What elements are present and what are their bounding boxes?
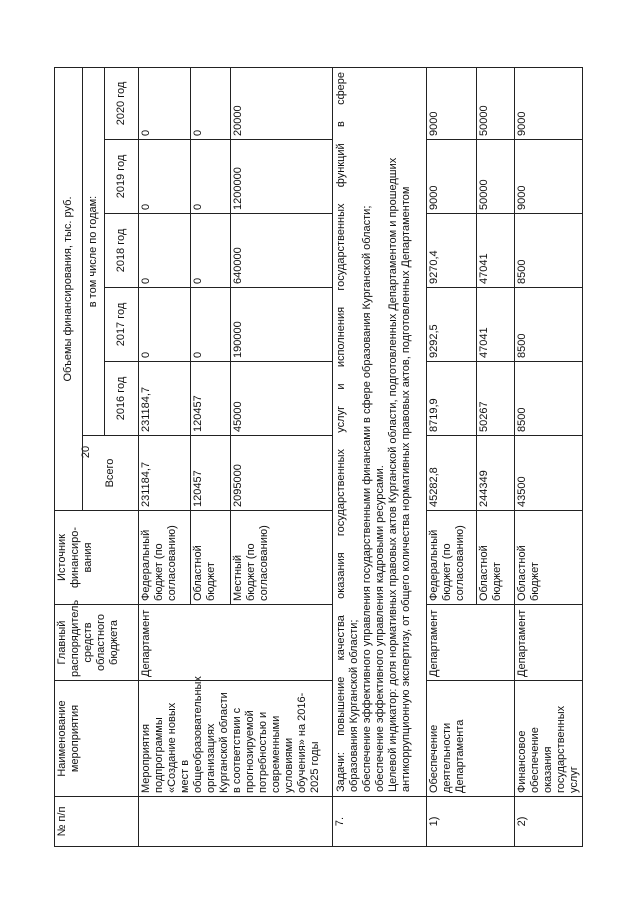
value-cell: 9000 — [515, 140, 583, 214]
task-line: Задачи: повышение качества оказания государственных услуг и исполнения государственных функций в сфере — [335, 71, 347, 792]
source-cell: Федеральный бюджет (по согласованию) — [139, 511, 191, 605]
value-cell: 0 — [191, 214, 231, 288]
value-cell: 0 — [191, 67, 231, 139]
value-cell: 0 — [191, 140, 231, 214]
header-year-2016: 2016 год — [105, 362, 139, 436]
rotated-page — [54, 68, 610, 847]
item2-name: Финансовое обеспечение оказания государственных услуг — [515, 681, 583, 797]
source-cell: Федеральный бюджет (по согласованию) — [427, 511, 477, 605]
header-row-1 — [55, 67, 83, 846]
header-year-2018: 2018 год — [105, 214, 139, 288]
value-cell: 50000 — [477, 67, 515, 139]
item1-admin: Департамент — [427, 605, 515, 681]
value-cell: 9292,5 — [427, 288, 477, 362]
value-cell: 1200000 — [231, 140, 333, 214]
value-cell: 45000 — [231, 362, 333, 436]
value-cell: 8719,9 — [427, 362, 477, 436]
value-cell: 9270,4 — [427, 214, 477, 288]
block1-admin: Департамент — [139, 605, 333, 681]
header-source: Источник финансиро-вания — [55, 511, 139, 605]
value-cell: 231184,7 — [139, 362, 191, 436]
total-cell: 45282,8 — [427, 436, 477, 511]
value-cell: 9000 — [515, 67, 583, 139]
item-num: 2) — [515, 797, 583, 847]
table-row — [515, 67, 583, 846]
block1-name: Мероприятия подпрограммы «Создание новых мест в общеобразовательных организациях Курганской области в соответствии с прогнозируемой потребностью и современными условиями обучения» на 2016-2025 годы — [139, 681, 333, 797]
task-line: образования Курганской области; — [347, 619, 360, 792]
value-cell: 120457 — [191, 362, 231, 436]
source-cell: Областной бюджет — [191, 511, 231, 605]
header-year-2020: 2020 год — [105, 67, 139, 139]
total-cell: 244349 — [477, 436, 515, 511]
value-cell: 9000 — [427, 67, 477, 139]
financing-table — [54, 67, 583, 847]
task-line: антикоррупционную экспертизу, от общего количества нормативных правовых актов, подготовленных Департаментом — [399, 186, 412, 792]
value-cell: 0 — [191, 288, 231, 362]
value-cell: 9000 — [427, 140, 477, 214]
task-line: обеспечение эффективного управления кадровыми ресурсами. — [373, 465, 386, 792]
value-cell: 8500 — [515, 214, 583, 288]
value-cell: 8500 — [515, 288, 583, 362]
header-num: № п/п — [55, 797, 139, 847]
value-cell: 0 — [139, 214, 191, 288]
item2-admin: Департамент — [515, 605, 583, 681]
table-row — [139, 67, 191, 846]
header-year-2019: 2019 год — [105, 140, 139, 214]
total-cell: 231184,7 — [139, 436, 191, 511]
header-year-2017: 2017 год — [105, 288, 139, 362]
total-cell: 2095000 — [231, 436, 333, 511]
value-cell: 190000 — [231, 288, 333, 362]
total-cell: 43500 — [515, 436, 583, 511]
total-cell: 120457 — [191, 436, 231, 511]
value-cell: 47041 — [477, 214, 515, 288]
cell-empty — [139, 797, 333, 847]
task-line: обеспечение эффективного управления государственными финансами в сфере образования Курганской области; — [360, 205, 373, 792]
task-row — [333, 67, 427, 846]
value-cell: 0 — [139, 67, 191, 139]
value-cell: 0 — [139, 140, 191, 214]
source-cell: Областной бюджет — [477, 511, 515, 605]
value-cell: 50000 — [477, 140, 515, 214]
header-name: Наименование мероприятия — [55, 681, 139, 797]
task-text — [333, 67, 427, 796]
task-line: Целевой индикатор: доля нормативных правовых актов Курганской области, подготовленных Департаментом и прошедших — [386, 157, 399, 792]
value-cell: 50267 — [477, 362, 515, 436]
page-number: 20 — [80, 445, 93, 459]
item-num: 1) — [427, 797, 515, 847]
header-volumes: Объемы финансирования, тыс. руб. — [55, 67, 83, 510]
item1-name: Обеспечение деятельности Департамента — [427, 681, 515, 797]
task-num: 7. — [333, 797, 427, 847]
table-row — [427, 67, 477, 846]
source-cell: Областной бюджет — [515, 511, 583, 605]
value-cell: 640000 — [231, 214, 333, 288]
value-cell: 47041 — [477, 288, 515, 362]
header-admin: Главный распорядитель средств областного бюджета — [55, 605, 139, 681]
value-cell: 20000 — [231, 67, 333, 139]
header-by-years: в том числе по годам: — [83, 67, 105, 435]
value-cell: 0 — [139, 288, 191, 362]
value-cell: 8500 — [515, 362, 583, 436]
source-cell: Местный бюджет (по согласованию) — [231, 511, 333, 605]
header-total: Всего — [83, 436, 139, 511]
